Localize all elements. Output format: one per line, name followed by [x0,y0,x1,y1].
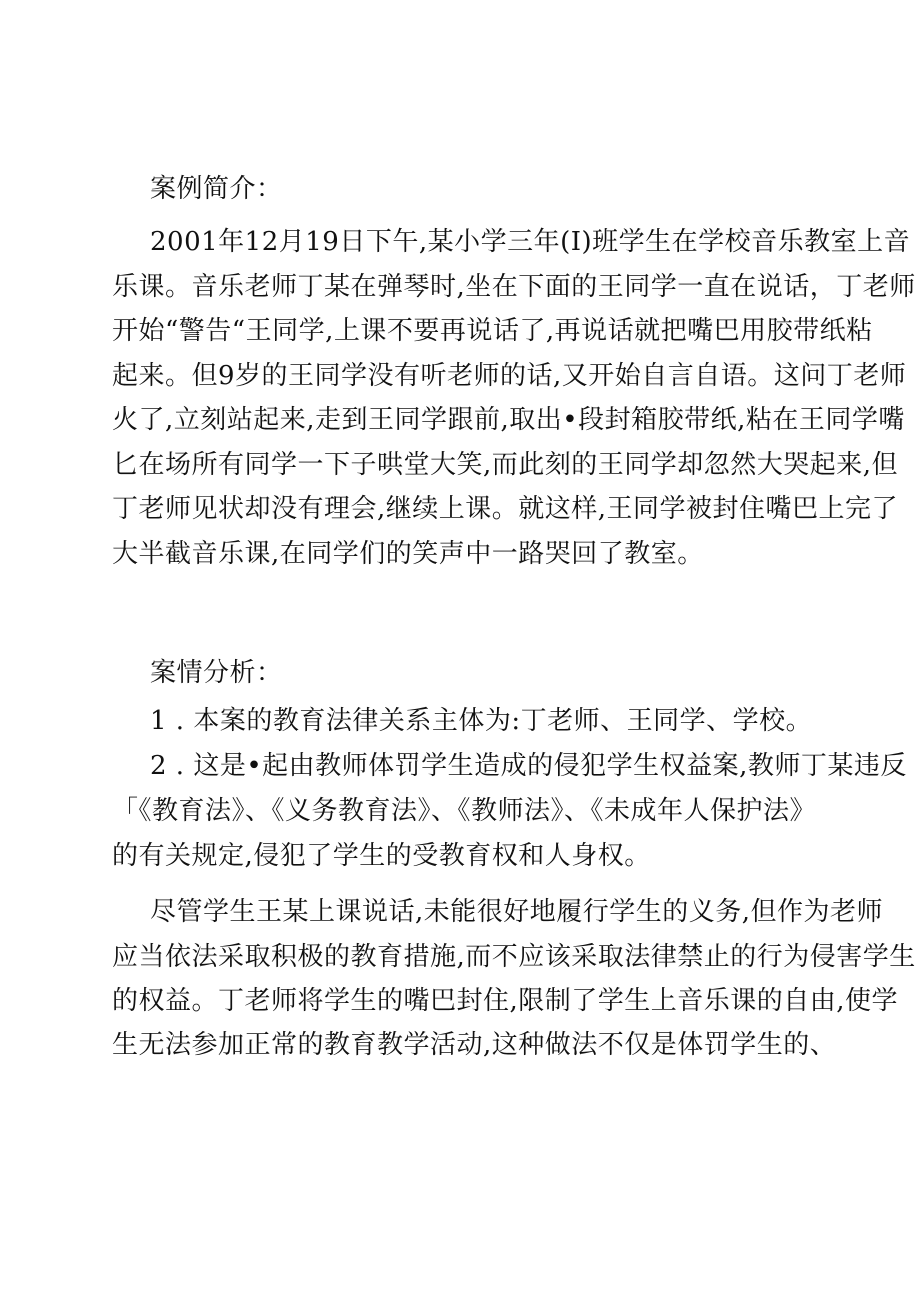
intro-line-2: 乐课。音乐老师丁某在弹琴时,坐在下面的王同学一直在说话，丁老师 [112,272,916,302]
intro-line-6: 匕在场所有同学一下子哄堂大笑,而此刻的王同学却忽然大哭起来,但 [112,450,899,480]
analysis-point-2-line-2: 「《教育法》、《义务教育法》、《教师法》、《未成年人保护法》 [112,796,817,826]
conclusion-line-2: 应当依法采取积极的教育措施,而不应该采取法律禁止的行为侵害学生 [112,942,916,972]
intro-line-8: 大半截音乐课,在同学们的笑声中一路哭回了教室。 [112,539,704,569]
intro-line-3: 开始“警告“王同学,上课不要再说话了,再说话就把嘴巴用胶带纸粘 [112,316,873,346]
conclusion-line-4: 生无法参加正常的教育教学活动,这种做法不仅是体罚学生的、 [112,1030,837,1060]
intro-line-4: 起来。但9岁的王同学没有听老师的话,又开始自言自语。这问丁老师 [112,361,907,391]
intro-line-1: 2001年12月19日下午,某小学三年(I)班学生在学校音乐教室上音 [150,227,911,257]
analysis-point-1: 1 . 本案的教育法律关系主体为:丁老师、王同学、学校。 [150,706,813,736]
analysis-point-2-line-1: 2 . 这是•起由教师体罚学生造成的侵犯学生权益案,教师丁某违反 [150,751,907,781]
analysis-point-2-line-3: 的有关规定,侵犯了学生的受教育权和人身权。 [112,841,651,871]
conclusion-line-3: 的权益。丁老师将学生的嘴巴封住,限制了学生上音乐课的自由,使学 [112,986,899,1016]
analysis-heading: 案情分析： [150,658,283,688]
intro-heading: 案例简介： [150,174,283,204]
intro-line-5: 火了,立刻站起来,走到王同学跟前,取出•段封箱胶带纸,粘在王同学嘴 [112,405,905,435]
conclusion-line-1: 尽管学生王某上课说话,未能很好地履行学生的义务,但作为老师 [150,897,884,927]
intro-line-7: 丁老师见状却没有理会,继续上课。就这样,王同学被封住嘴巴上完了 [112,494,899,524]
